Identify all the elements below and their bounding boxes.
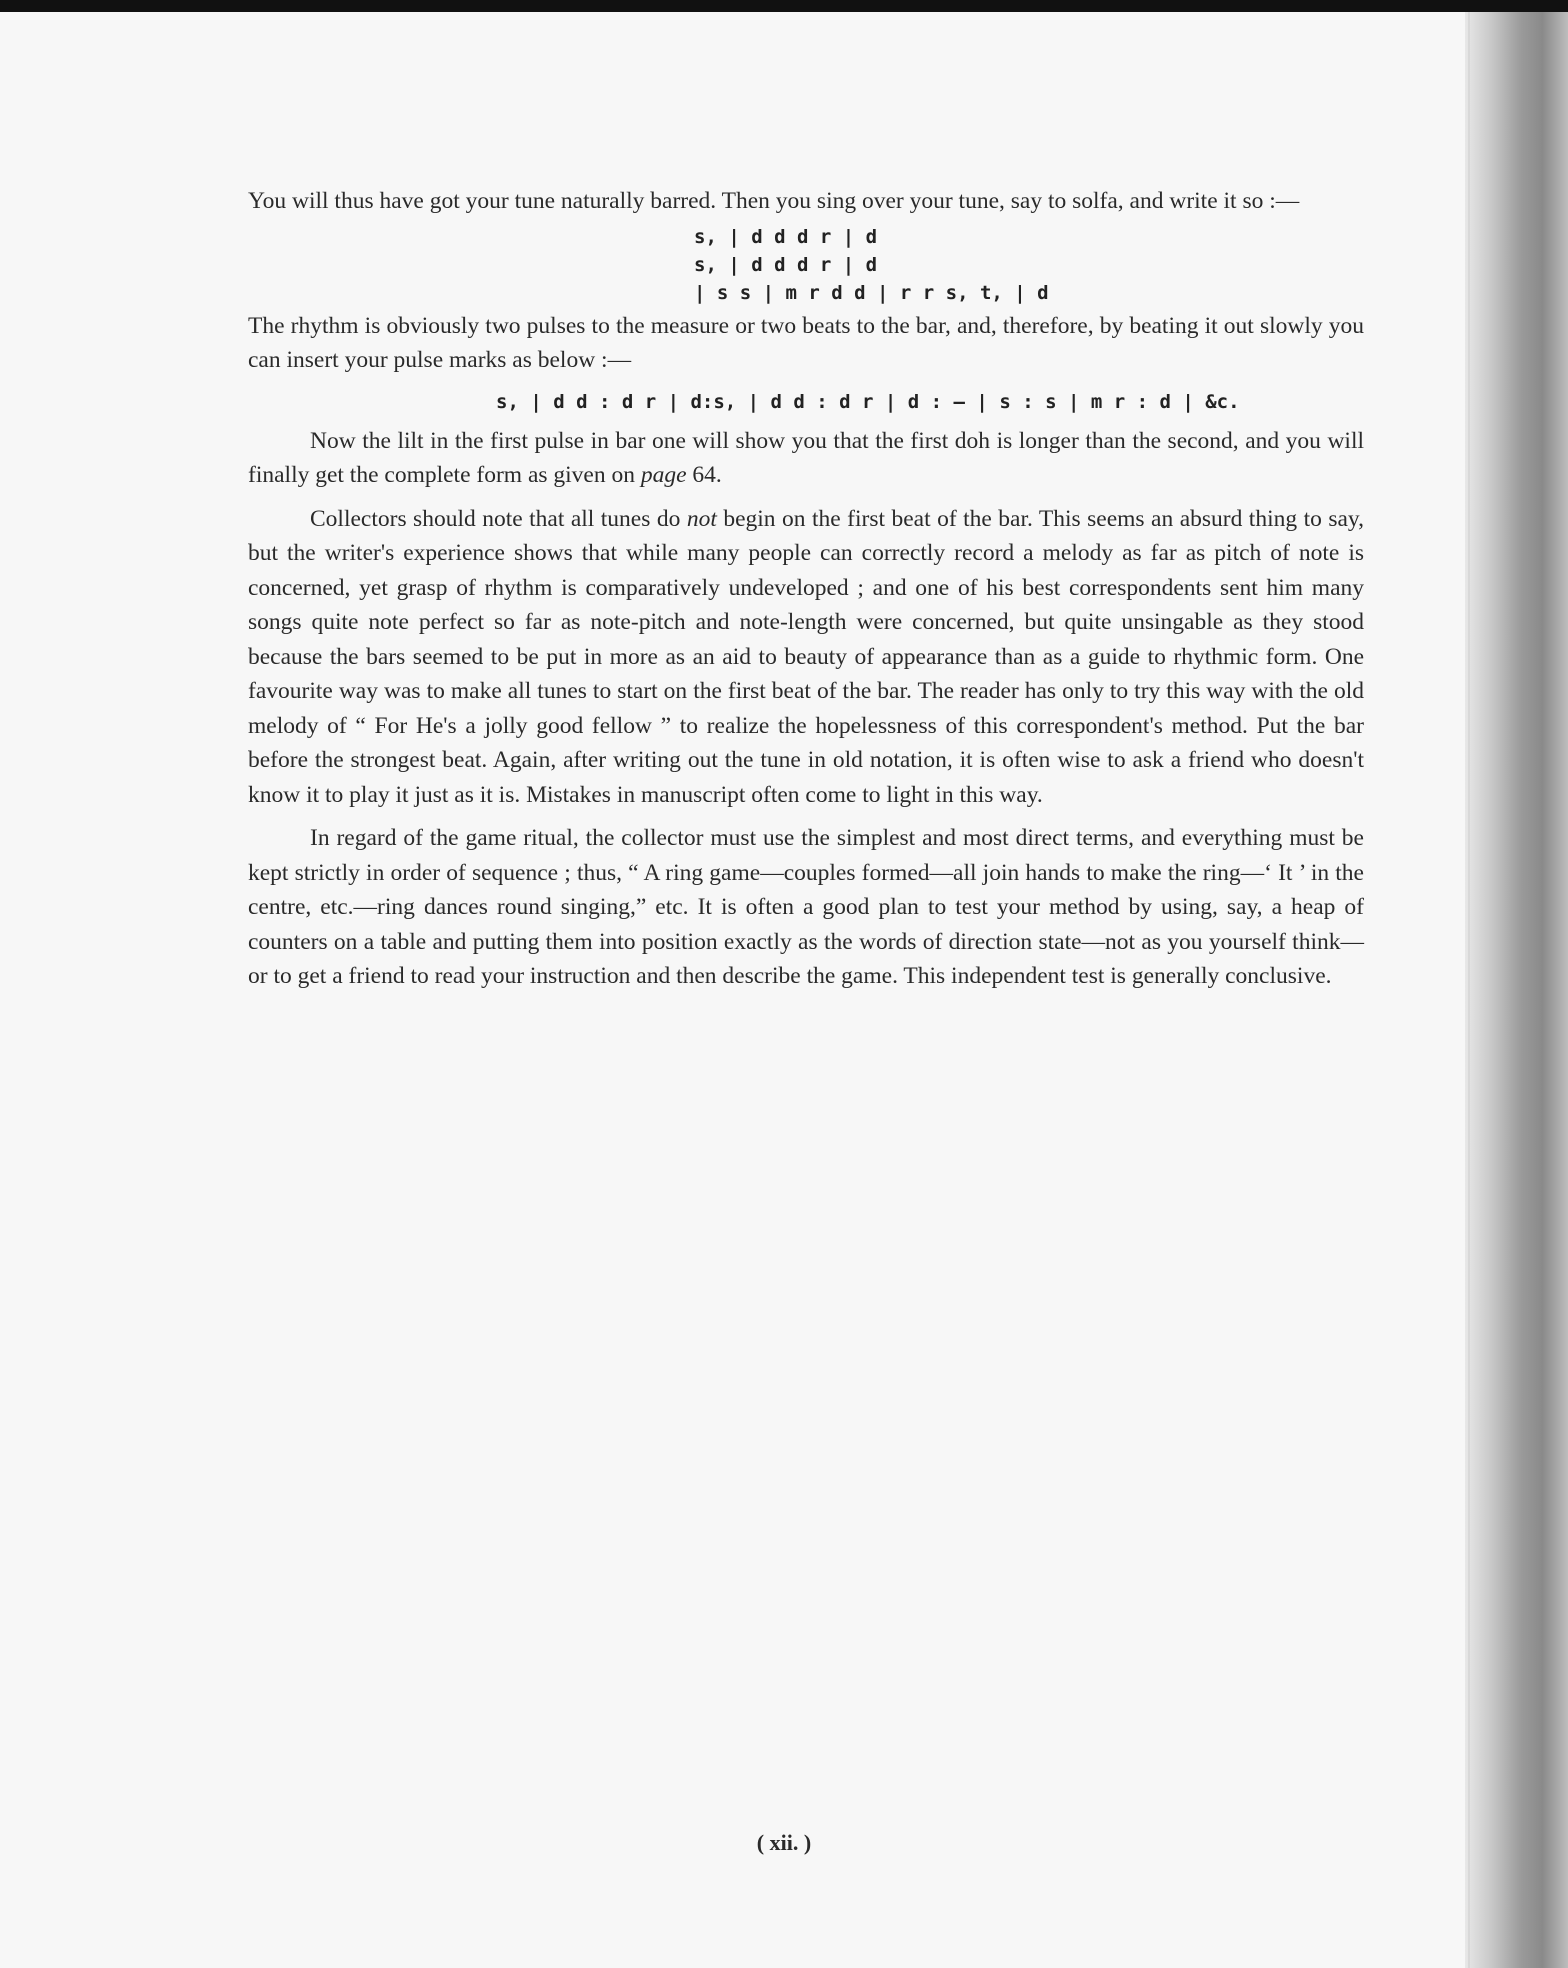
paragraph-3-emphasis: page xyxy=(640,462,687,488)
paragraph-2: The rhythm is obviously two pulses to the measure or two beats to the bar, and, therefore, by beating it out slowly you can insert your pulse marks as below :— xyxy=(248,312,1364,373)
paragraph-4-text-b: begin on the first beat of the bar. This seems an absurd thing to say, but the writer's experience shows that while many people can correctly record a melody as far as pitch of note is concerned, yet grasp of rhythm is comparatively undeveloped ; and one of his best correspondents sent him many songs quite note perfect so far as note-pitch and note-length were concerned, but quite unsingable as they stood because the bars seemed to be put in more as an aid to beauty of appearance than as a guide to rhythmic form. One favourite way was to make all tunes to start on the first beat of the bar. The reader has only to try this way with the old melody of “ For He's a jolly good fellow ” to realize the hopelessness of this correspondent's method. Put the bar before the strongest beat. Again, after writing out the tune in old notation, it is often wise to ask a friend who doesn't know it to play it just as it is. Mistakes in manuscript often come to light in this way. xyxy=(248,505,1364,808)
solfa-pulse-line: s, | d d : d r | d:s, | d d : d r | d : — | s : s | m r : d | &c. xyxy=(496,390,1240,413)
paragraph-3-text-b: 64. xyxy=(686,462,722,488)
solfa-line-3: | s s | m r d d | r r s, t, | d xyxy=(694,281,1049,304)
paragraph-4-emphasis: not xyxy=(686,505,717,532)
solfa-line-2: s, | d d d r | d xyxy=(694,253,878,276)
solfa-notation xyxy=(694,223,1364,307)
paragraph-5: In regard of the game ritual, the collector must use the simplest and most direct terms, and everything must be kept strictly in order of sequence ; thus, “ A ring game—couples formed—all join hands to make the ring—‘ It ’ in the centre, etc.—ring dances round singing,” etc. It is often a good plan to test your method by using, say, a heap of counters on a table and putting them into position exactly as the words of direction state—not as you yourself think—or to get a friend to read your instruction and then describe the game. This independent test is generally conclusive. xyxy=(248,825,1364,989)
page-edge-shadow xyxy=(1465,12,1568,1968)
paragraph-3 xyxy=(248,424,1364,493)
page-number: ( xii. ) xyxy=(756,1830,812,1855)
solfa-line-1: s, | d d d r | d xyxy=(694,225,878,248)
page-body xyxy=(248,184,1364,994)
paragraph-4-text-a: Collectors should note that all tunes do xyxy=(310,505,687,532)
page-edge-line xyxy=(1468,12,1470,1968)
paragraph-3-text-a: Now the lilt in the first pulse in bar one will show you that the first doh is longer than the second, and you will finally get the complete form as given on xyxy=(248,427,1364,488)
scan-top-border xyxy=(0,0,1568,12)
paragraph-4 xyxy=(248,502,1364,813)
paragraph-1-text: You will thus have got your tune naturally barred. Then you sing over your tune, say to solfa, and write it so :— xyxy=(248,188,1300,214)
paragraph-1 xyxy=(248,184,1364,219)
